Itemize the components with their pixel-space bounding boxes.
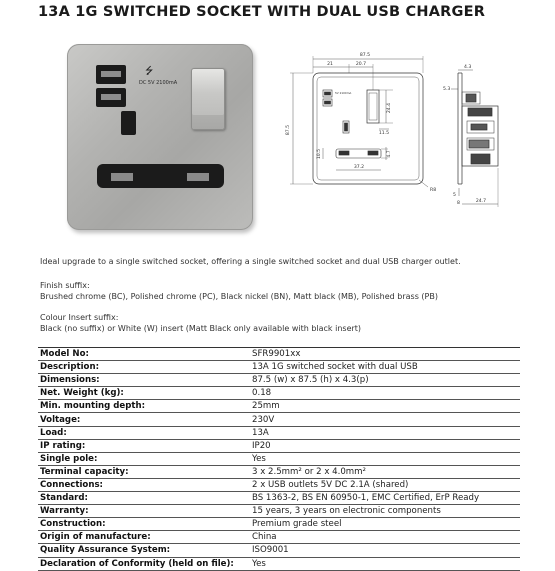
spec-label: Declaration of Conformity (held on file): bbox=[38, 557, 250, 570]
spec-row bbox=[38, 413, 520, 426]
finish-options: Brushed chrome (BC), Polished chrome (PC), Black nickel (BN), Matt black (MB), Polished brass (PB) bbox=[40, 292, 438, 301]
dim-20-7: 20.7 bbox=[355, 62, 367, 67]
page-title: 13A 1G SWITCHED SOCKET WITH DUAL USB CHARGER bbox=[38, 4, 486, 20]
spec-value: 13A 1G switched socket with dual USB bbox=[250, 361, 520, 374]
spec-row bbox=[38, 531, 520, 544]
usb-port-bottom bbox=[96, 88, 126, 107]
side-view-labels bbox=[443, 64, 486, 206]
spec-value: Yes bbox=[250, 452, 520, 465]
dim-height: 87.5 bbox=[286, 124, 291, 136]
spec-row bbox=[38, 465, 520, 478]
spec-label: Single pole: bbox=[38, 452, 250, 465]
dim-5-3: 5.3 bbox=[443, 87, 451, 92]
drawing-usb-mark: 5V 2100mA bbox=[335, 91, 352, 95]
dim-8: 8 bbox=[457, 201, 460, 206]
spec-label: Warranty: bbox=[38, 505, 250, 518]
spec-table bbox=[38, 347, 520, 571]
spec-value: 25mm bbox=[250, 400, 520, 413]
spec-row bbox=[38, 374, 520, 387]
spec-value: 2 x USB outlets 5V DC 2.1A (shared) bbox=[250, 478, 520, 491]
spec-row bbox=[38, 348, 520, 361]
spec-value: 3 x 2.5mm² or 2 x 4.0mm² bbox=[250, 465, 520, 478]
spec-label: Voltage: bbox=[38, 413, 250, 426]
technical-drawing bbox=[283, 44, 528, 219]
spec-row bbox=[38, 361, 520, 374]
earth-socket-hole bbox=[121, 111, 136, 135]
spec-value: 87.5 (w) x 87.5 (h) x 4.3(p) bbox=[250, 374, 520, 387]
spec-label: Terminal capacity: bbox=[38, 465, 250, 478]
spec-label: Model No: bbox=[38, 348, 250, 361]
socket-photo bbox=[67, 44, 253, 230]
spec-label: Construction: bbox=[38, 518, 250, 531]
live-pin-slot bbox=[111, 173, 133, 181]
usb-port-top bbox=[96, 65, 126, 84]
spec-label: Connections: bbox=[38, 478, 250, 491]
spec-label: Net. Weight (kg): bbox=[38, 387, 250, 400]
neutral-pin-slot bbox=[187, 173, 209, 181]
dim-24-7: 24.7 bbox=[475, 199, 487, 204]
dim-10-5: 10.5 bbox=[317, 148, 322, 160]
usb-rating-label: DC 5V 2100mA bbox=[139, 80, 178, 86]
spec-row bbox=[38, 400, 520, 413]
dim-24-4: 24.4 bbox=[387, 102, 392, 114]
insert-options: Black (no suffix) or White (W) insert (Matt Black only available with black insert) bbox=[40, 324, 362, 333]
insert-heading: Colour Insert suffix: bbox=[40, 313, 119, 322]
spec-label: Min. mounting depth: bbox=[38, 400, 250, 413]
spec-label: Origin of manufacture: bbox=[38, 531, 250, 544]
spec-label: IP rating: bbox=[38, 439, 250, 452]
spec-label: Quality Assurance System: bbox=[38, 544, 250, 557]
spec-value: 15 years, 3 years on electronic components bbox=[250, 505, 520, 518]
spec-row bbox=[38, 492, 520, 505]
spec-label: Load: bbox=[38, 426, 250, 439]
dim-corner-radius: R8 bbox=[430, 188, 437, 193]
spec-value: SFR9901xx bbox=[250, 348, 520, 361]
spec-row bbox=[38, 439, 520, 452]
dim-width: 87.5 bbox=[359, 53, 371, 58]
spec-row bbox=[38, 518, 520, 531]
spec-value: Yes bbox=[250, 557, 520, 570]
spec-row bbox=[38, 557, 520, 570]
spec-row bbox=[38, 544, 520, 557]
spec-row bbox=[38, 478, 520, 491]
dim-4-7: 4.7 bbox=[387, 150, 392, 158]
spec-value: 230V bbox=[250, 413, 520, 426]
rocker-switch bbox=[191, 68, 225, 130]
finish-heading: Finish suffix: bbox=[40, 281, 90, 290]
spec-value: BS 1363-2, BS EN 60950-1, EMC Certified, ErP Ready bbox=[250, 492, 520, 505]
dim-37-2: 37.2 bbox=[353, 165, 365, 170]
dim-11-5: 11.5 bbox=[378, 131, 390, 136]
dim-5: 5 bbox=[453, 193, 456, 198]
spec-label: Description: bbox=[38, 361, 250, 374]
spec-value: 0.18 bbox=[250, 387, 520, 400]
spec-row bbox=[38, 387, 520, 400]
spec-value: China bbox=[250, 531, 520, 544]
live-neutral-socket bbox=[97, 164, 224, 188]
spec-label: Dimensions: bbox=[38, 374, 250, 387]
spec-value: IP20 bbox=[250, 439, 520, 452]
spec-row bbox=[38, 505, 520, 518]
spec-value: Premium grade steel bbox=[250, 518, 520, 531]
spec-value: 13A bbox=[250, 426, 520, 439]
dim-21: 21 bbox=[327, 62, 333, 67]
spec-row bbox=[38, 452, 520, 465]
side-view bbox=[451, 70, 498, 207]
dim-4-3: 4.3 bbox=[464, 65, 472, 70]
spec-label: Standard: bbox=[38, 492, 250, 505]
usb-symbol-icon: ⭍ bbox=[145, 66, 154, 77]
spec-row bbox=[38, 426, 520, 439]
intro-text: Ideal upgrade to a single switched socket, offering a single switched socket and dual USB charger outlet. bbox=[40, 257, 461, 266]
spec-value: ISO9001 bbox=[250, 544, 520, 557]
